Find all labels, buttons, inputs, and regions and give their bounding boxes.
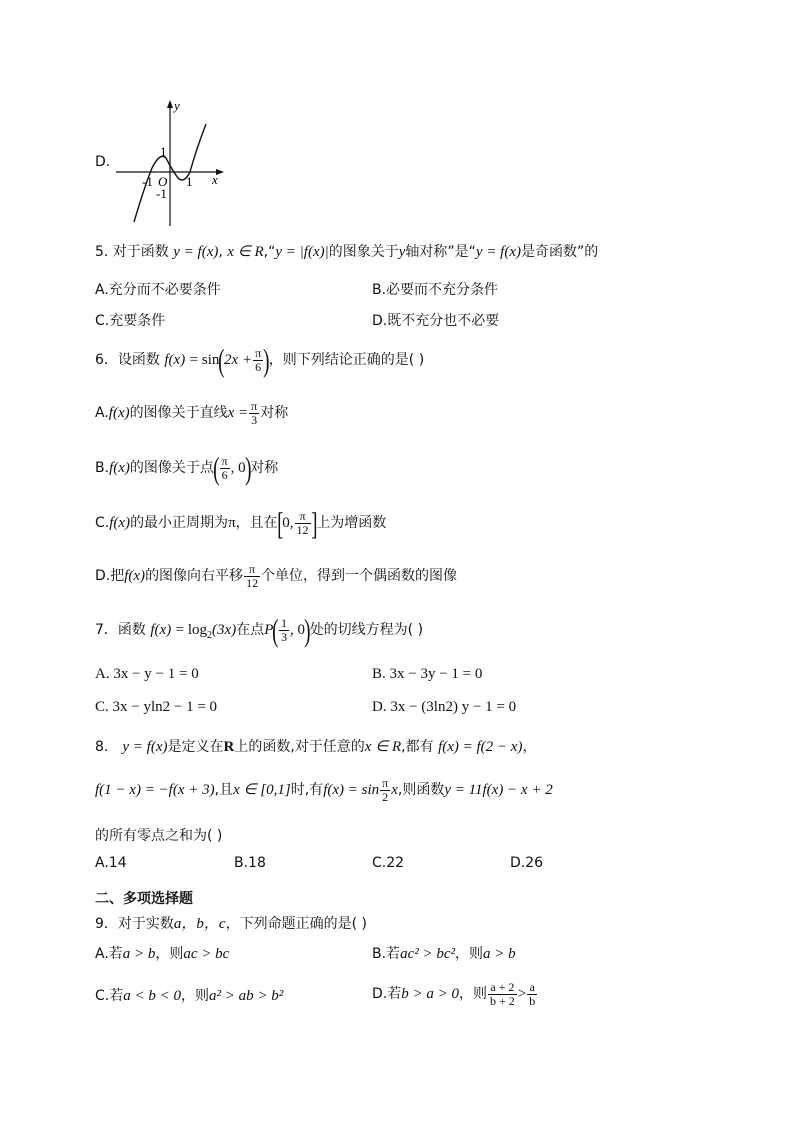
q5-sep: ,: [218, 244, 223, 260]
q7-stem: 7．函数 $f(x) = \log_2(3x)$在点P( $\frac{1}{3}$ , 0)处的切线方程为( ): [95, 612, 424, 648]
q6-b-den: 6: [221, 467, 228, 482]
q5-option-b[interactable]: B.必要而不充分条件: [372, 282, 499, 298]
q8-R: R: [223, 739, 235, 755]
q7-point: P: [264, 622, 274, 638]
q9-option-a[interactable]: [95, 943, 229, 963]
q5-stem: [95, 241, 598, 261]
q9-a-mid: ，则: [155, 946, 184, 962]
q8-l2c: x ∈ [0,1]: [233, 782, 291, 798]
q7-log: = log: [175, 622, 208, 638]
q9-d-mid: ，则: [458, 986, 487, 1002]
q7-log-base: 2: [207, 629, 213, 641]
q6-b-label: B.: [95, 460, 110, 476]
q9-c-mid: ，则: [180, 988, 209, 1004]
q6-d-den: 12: [246, 575, 259, 590]
q5-option-d[interactable]: D.既不充分也不必要: [372, 313, 500, 329]
q4-option-d-graph: [112, 98, 227, 228]
q6-sin: = sin: [189, 352, 220, 368]
q8-sym: f(x) = f(2 − x): [438, 739, 523, 755]
q8-text2: 上的函数,对于任意的: [234, 739, 365, 755]
q8-text3: ,都有: [401, 739, 434, 755]
q9-c-cond: a < b < 0: [123, 988, 181, 1004]
q6-d-fx: f(x): [124, 568, 146, 584]
q6-b-end: 对称: [250, 460, 279, 476]
q8-xr: x ∈ R: [364, 739, 402, 755]
q8-text1: 是定义在: [167, 739, 224, 755]
q6-c-den: 12: [296, 522, 309, 537]
q8-l2-den: 2: [382, 789, 389, 804]
q8-option-c[interactable]: C.22: [372, 855, 405, 871]
q9-vars: a，b，c: [173, 916, 226, 932]
q8-comma: ，: [522, 739, 537, 755]
q8-l2-num: π: [382, 775, 389, 790]
q6-c-pi: π: [228, 515, 236, 531]
q5-text1: 的图象关于: [328, 244, 399, 260]
q9-option-d[interactable]: [372, 976, 538, 1012]
q8-option-b[interactable]: B.18: [234, 855, 266, 871]
q5-abs-expr: y = |f(x)|: [275, 244, 329, 260]
q4-option-d-label: D.: [95, 154, 111, 170]
q6-six: 6: [255, 359, 262, 374]
q7-three: 3: [281, 629, 288, 644]
q8-l2a: f(1 − x) = −f(x + 3): [95, 782, 215, 798]
q5-option-c[interactable]: C.充要条件: [95, 313, 166, 329]
q7-text2: 在点: [236, 622, 265, 638]
q6-a-pi: π: [251, 398, 258, 413]
graph-y-label: y: [174, 98, 180, 113]
q8-stem-line1: [95, 733, 536, 761]
q5-eq: y = f(x): [173, 244, 219, 260]
q6-pi: π: [255, 345, 262, 360]
q7-zero: , 0: [290, 622, 306, 638]
q6-d-end: 个单位，得到一个偶函数的图像: [261, 568, 458, 584]
q6-post: ，则下列结论正确的是( ): [268, 352, 425, 368]
graph-tick-neg1: -1: [142, 174, 153, 189]
q6-a-text: 的图像关于直线: [129, 405, 228, 421]
q7-text: 函数: [117, 622, 146, 638]
q8-l2b: ,且: [214, 782, 234, 798]
q7-option-d[interactable]: D. 3x − (3ln2) y − 1 = 0: [372, 699, 517, 715]
q5-eq2: y = f(x): [475, 244, 522, 260]
q8-l2e: f(x) = sin: [323, 782, 380, 798]
q7-fx: f(x): [150, 622, 172, 638]
q9-text2: ，下列命题正确的是( ): [225, 916, 367, 932]
q6-a-fx: f(x): [108, 405, 130, 421]
section-title: 二、多项选择题: [95, 891, 193, 907]
q8-number: 8．: [95, 739, 118, 755]
q6-stem: 6．设函数 f(x) = sin(2x + $\frac{\pi}{6}$ )，则下列结论正确的是( ): [95, 342, 425, 378]
q9-option-c[interactable]: [95, 985, 283, 1005]
q9-stem: [95, 912, 367, 933]
q9-d-gt: >: [517, 986, 527, 1002]
q8-option-a[interactable]: A.14: [95, 855, 127, 871]
q9-d-d2: b: [529, 993, 536, 1008]
q6-a-label: A.: [95, 405, 109, 421]
q9-text: 对于实数: [117, 916, 174, 932]
q9-number: 9．: [95, 916, 118, 932]
graph-x-tick-1: 1: [186, 174, 193, 189]
q8-l2d: 时,有: [290, 782, 324, 798]
q5-text: 对于函数: [112, 244, 169, 260]
q9-option-b[interactable]: [372, 943, 516, 963]
q5-yvar: y: [398, 244, 406, 260]
q6-arg: 2x +: [224, 352, 253, 368]
q5-option-a[interactable]: A.充分而不必要条件: [95, 282, 221, 298]
q6-number: 6．: [95, 352, 118, 368]
q6-c-end: 上为增函数: [316, 515, 387, 531]
q5-text2: 轴对称”是“: [405, 244, 476, 260]
graph-y-tick-neg1: -1: [156, 186, 167, 201]
q8-l2f: x: [391, 782, 398, 798]
q6-b-fx: f(x): [109, 460, 130, 476]
q6-c-text2: ，且在: [235, 515, 278, 531]
q6-b-zero: , 0: [230, 460, 246, 476]
q6-b-text: 的图像关于点: [129, 460, 214, 476]
q9-a-pre: A.若: [95, 946, 123, 962]
q6-option-a[interactable]: [95, 395, 288, 431]
q5-quote: ,“: [263, 244, 276, 260]
q9-d-cond: b > a > 0: [401, 986, 459, 1002]
q7-end: 处的切线方程为( ): [309, 622, 424, 638]
q9-c-pre: C.若: [95, 988, 124, 1004]
q9-c-res: a² > ab > b²: [208, 988, 284, 1004]
graph-x-label: x: [212, 172, 218, 187]
q9-d-pre: D.若: [372, 986, 402, 1002]
q6-c-text: 的最小正周期为: [130, 515, 229, 531]
q6-c-zero: 0,: [282, 515, 294, 531]
q9-a-res: ac > bc: [183, 946, 230, 962]
q6-fx: f(x): [164, 352, 186, 368]
q5-domain: x ∈ R: [227, 244, 264, 260]
q6-option-c[interactable]: C.f(x)的最小正周期为π，且在[0, $\frac{\pi}{12}$ ]上为增函数: [95, 505, 387, 541]
q6-d-text: 的图像向右平移: [145, 568, 244, 584]
q7-arg: (3x): [212, 622, 237, 638]
q7-number: 7．: [95, 622, 118, 638]
q9-b-cond: ac² > bc²: [400, 946, 455, 962]
q7-one: 1: [281, 615, 288, 630]
q7-option-c[interactable]: C. 3x − yln2 − 1 = 0: [95, 699, 218, 715]
q6-c-fx: f(x): [109, 515, 131, 531]
q8-l2g: ,则函数: [397, 782, 445, 798]
graph-tick-1: 1: [160, 144, 167, 159]
q6-d-pi: π: [244, 563, 260, 577]
q8-option-d[interactable]: D.26: [510, 855, 544, 871]
q6-option-d[interactable]: [95, 558, 457, 594]
q9-d-n2: a: [527, 981, 537, 995]
q9-a-cond: a > b: [122, 946, 156, 962]
q9-d-d1: b + 2: [489, 993, 515, 1008]
q9-d-n1: a + 2: [488, 981, 517, 995]
q6-option-b[interactable]: B.f(x)的图像关于点( $\frac{\pi}{6}$ , 0)对称: [95, 450, 279, 486]
graph-origin: O: [158, 174, 168, 189]
q7-option-a[interactable]: A. 3x − y − 1 = 0: [95, 666, 199, 682]
q7-option-b[interactable]: B. 3x − 3y − 1 = 0: [372, 666, 483, 682]
q6-c-frac-pi: π: [295, 510, 311, 524]
q9-b-res: a > b: [483, 946, 516, 962]
q6-a-x: x =: [227, 405, 249, 421]
q6-a-end: 对称: [260, 405, 289, 421]
q9-b-pre: B.若: [372, 946, 401, 962]
q5-text3: 是奇函数”的: [521, 244, 599, 260]
q8-stem-line2: [95, 772, 553, 808]
q9-b-mid: ，则: [455, 946, 483, 962]
q8-l2h: y = 11f(x) − x + 2: [444, 782, 553, 798]
q6-b-pi: π: [221, 453, 228, 468]
q5-number: 5.: [95, 244, 109, 260]
q6-text: 设函数: [117, 352, 160, 368]
q6-c-label: C.: [95, 515, 110, 531]
q8-stem-line3: 的所有零点之和为( ): [95, 828, 223, 844]
q6-a-den: 3: [251, 412, 258, 427]
q6-d-label: D.把: [95, 568, 125, 584]
q8-eq: y = f(x): [122, 739, 168, 755]
